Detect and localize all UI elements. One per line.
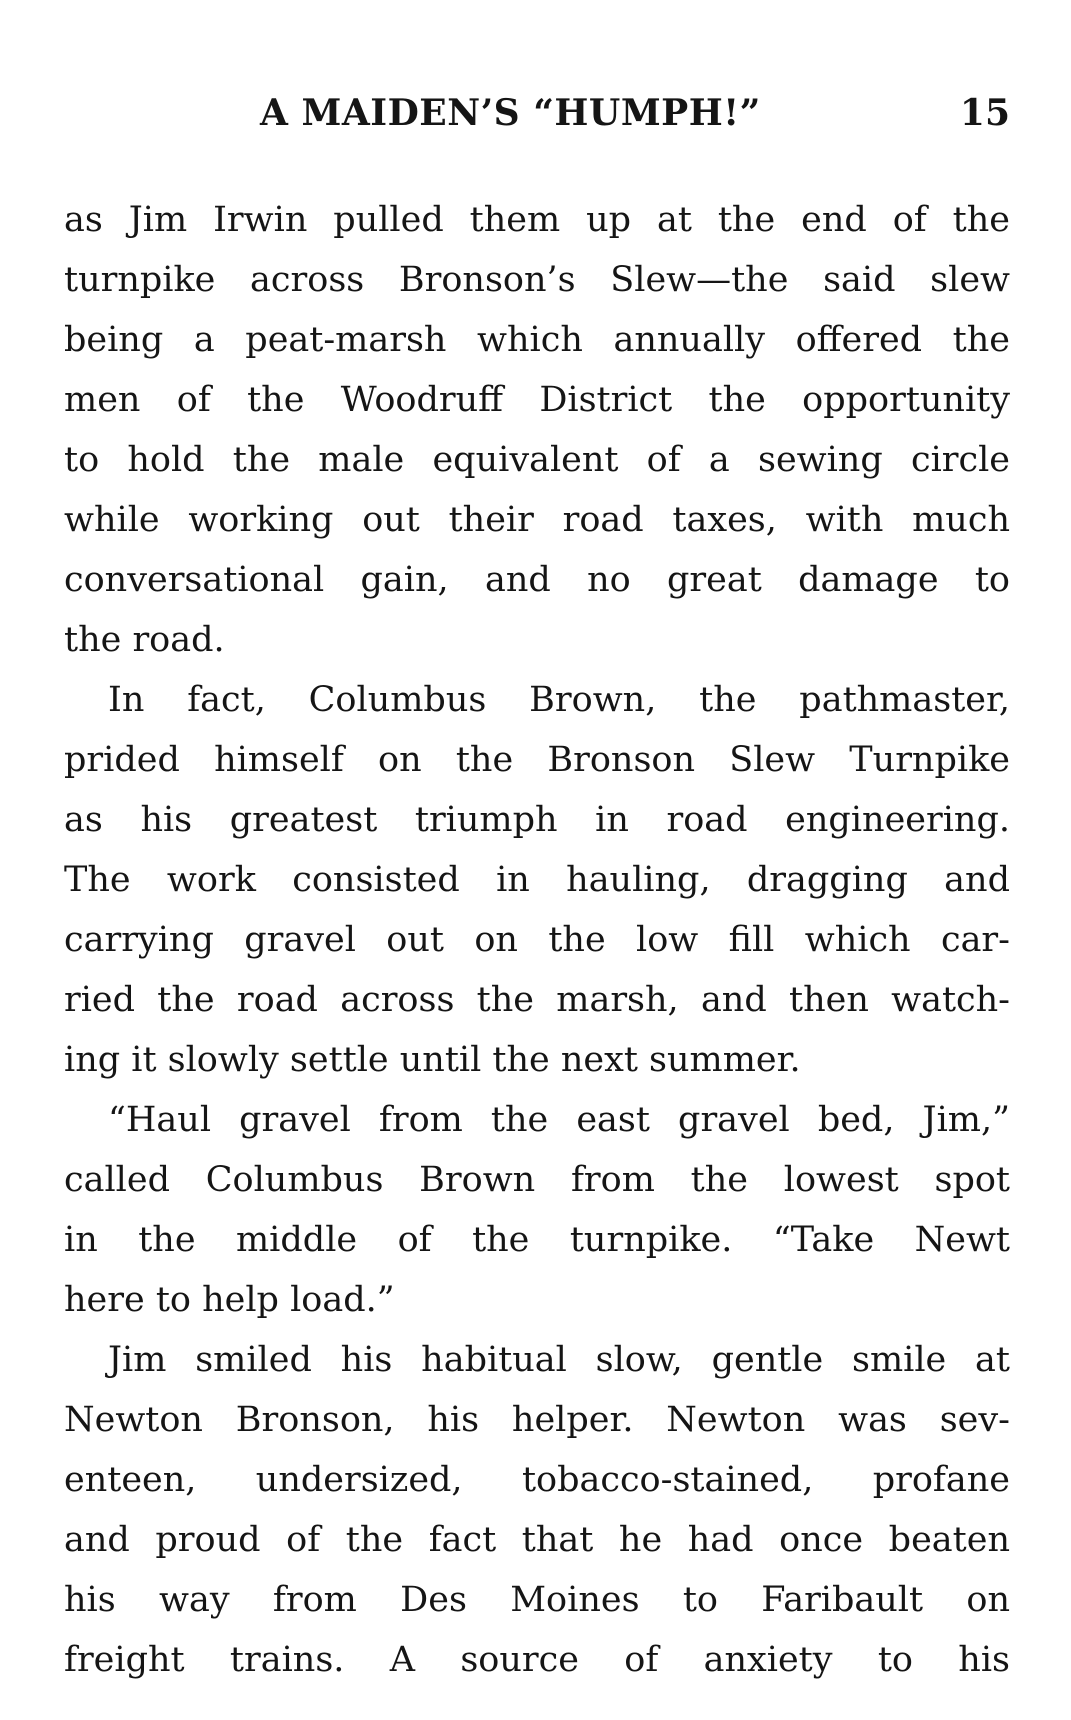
text-line: to hold the male equivalent of a sewing circle: [64, 440, 1010, 480]
text-line: Jim smiled his habitual slow, gentle smile at: [108, 1340, 1010, 1380]
text-line: as Jim Irwin pulled them up at the end of the: [64, 200, 1010, 240]
text-line: “Haul gravel from the east gravel bed, Jim,”: [108, 1100, 1010, 1140]
text-line: The work consisted in hauling, dragging and: [64, 860, 1010, 900]
text-line: in the middle of the turnpike. “Take Newt: [64, 1220, 1010, 1260]
text-line: while working out their road taxes, with much: [64, 500, 1010, 540]
text-line: prided himself on the Bronson Slew Turnpike: [64, 740, 1010, 780]
running-head: [64, 88, 1010, 138]
text-line: In fact, Columbus Brown, the pathmaster,: [108, 680, 1010, 720]
text-line: men of the Woodruff District the opportunity: [64, 380, 1010, 420]
body-text: [64, 190, 1010, 1690]
text-line: his way from Des Moines to Faribault on: [64, 1580, 1010, 1620]
running-title: A MAIDEN’S “HUMPH!”: [260, 92, 761, 134]
text-line: Newton Bronson, his helper. Newton was sev-: [64, 1400, 1010, 1440]
text-line: the road.: [64, 620, 225, 660]
text-line: and proud of the fact that he had once beaten: [64, 1520, 1010, 1560]
text-line: being a peat-marsh which annually offered the: [64, 320, 1010, 360]
text-line: here to help load.”: [64, 1280, 395, 1320]
text-line: conversational gain, and no great damage to: [64, 560, 1010, 600]
page-number: 15: [959, 92, 1010, 134]
text-line: called Columbus Brown from the lowest spot: [64, 1160, 1010, 1200]
text-line: turnpike across Bronson’s Slew—the said slew: [64, 260, 1010, 300]
text-line: carrying gravel out on the low fill which car-: [64, 920, 1010, 960]
text-line: ried the road across the marsh, and then watch-: [64, 980, 1010, 1020]
text-line: ing it slowly settle until the next summer.: [64, 1040, 801, 1080]
text-line: freight trains. A source of anxiety to his: [64, 1640, 1010, 1680]
text-line: as his greatest triumph in road engineering.: [64, 800, 1010, 840]
text-line: enteen, undersized, tobacco-stained, profane: [64, 1460, 1010, 1500]
